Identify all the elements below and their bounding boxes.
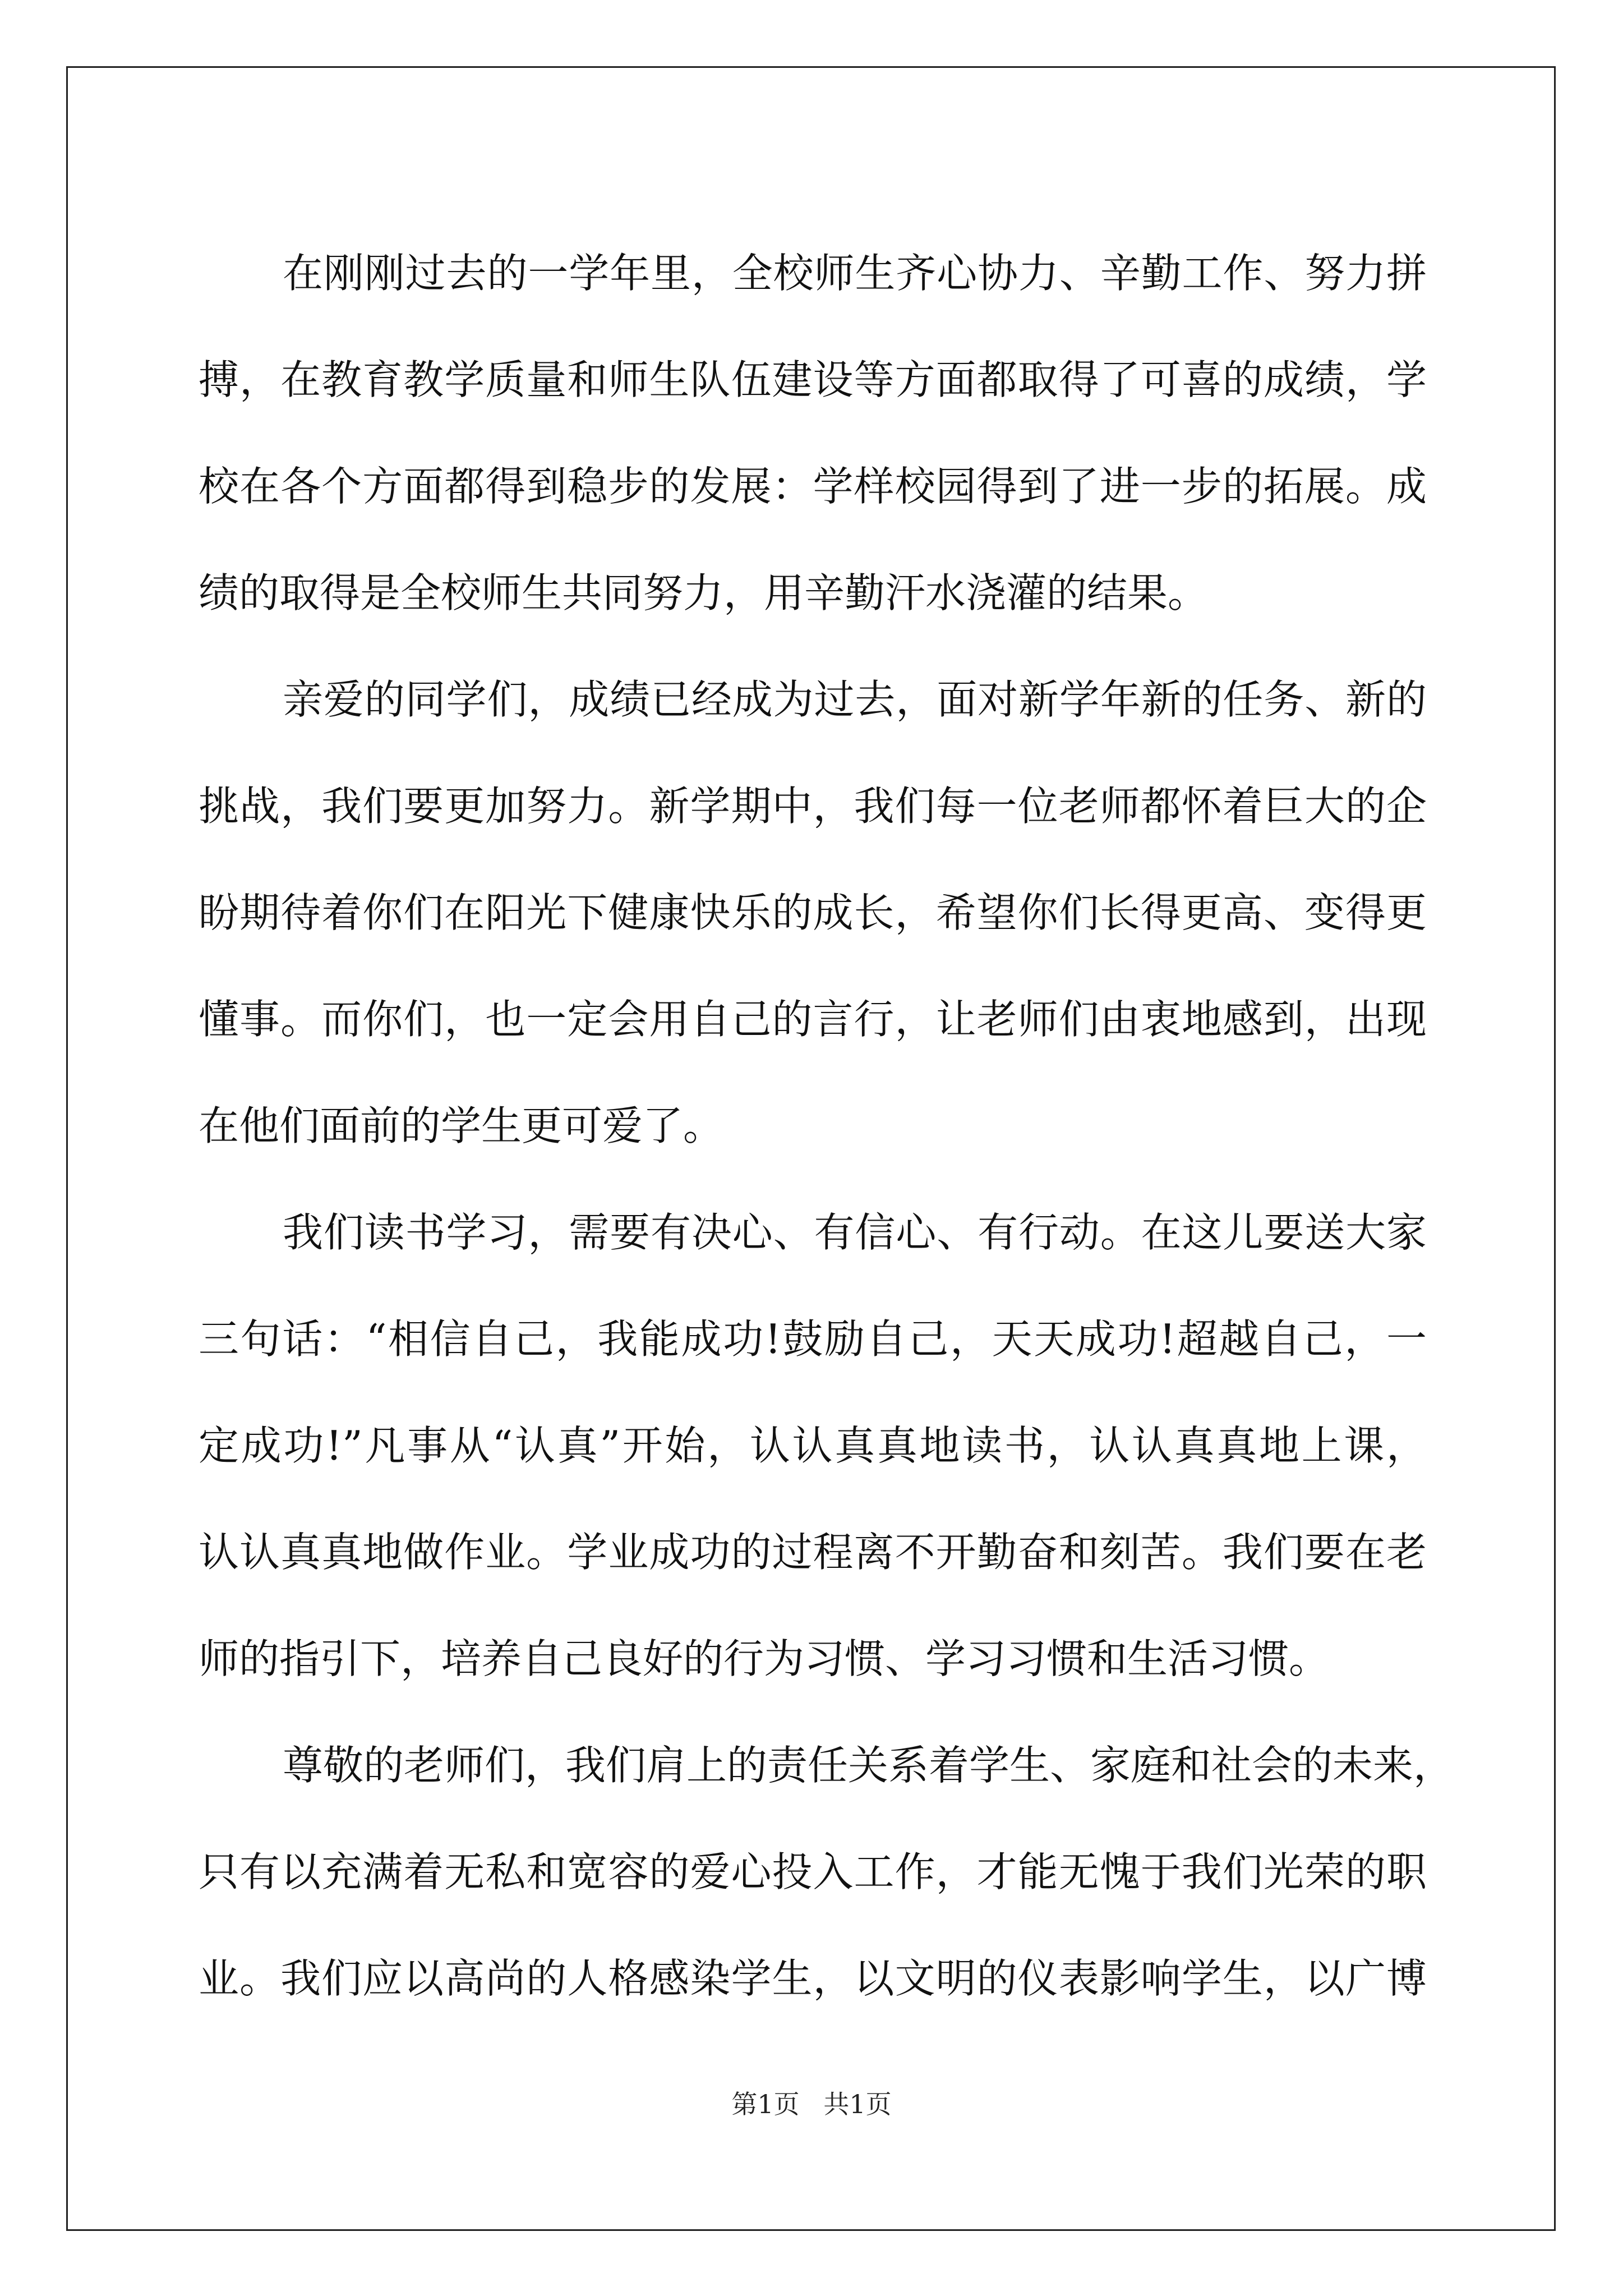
paragraph-1-line-1: 在刚刚过去的一学年里，全校师生齐心协力、辛勤工作、努力拼 [283,250,1427,297]
paragraph-3-line-5: 师的指引下，培养自己良好的行为习惯、学习习惯和生活习惯。 [199,1635,1330,1682]
paragraph-1-line-4: 绩的取得是全校师生共同努力，用辛勤汗水浇灌的结果。 [199,569,1209,616]
paragraph-3-line-4: 认认真真地做作业。学业成功的过程离不开勤奋和刻苦。我们要在老 [199,1529,1427,1576]
paragraph-1-line-2: 搏，在教育教学质量和师生队伍建设等方面都取得了可喜的成绩，学 [199,356,1427,403]
paragraph-3-line-2: 三句话：“相信自己，我能成功!鼓励自己，天天成功!超越自己，一 [199,1315,1427,1363]
paragraph-2-line-5: 在他们面前的学生更可爱了。 [199,1102,724,1149]
document-body [199,220,1454,2032]
paragraph-4-line-1: 尊敬的老师们，我们肩上的责任关系着学生、家庭和社会的未来， [283,1742,1454,1789]
paragraph-4-line-3: 业。我们应以高尚的人格感染学生，以文明的仪表影响学生，以广博 [199,1955,1427,2002]
page-number-current: 第1页 [731,2089,800,2119]
paragraph-2-line-4: 懂事。而你们，也一定会用自己的言行，让老师们由衷地感到，出现 [199,996,1427,1043]
paragraph-3-line-3: 定成功!”凡事从“认真”开始，认认真真地读书，认认真真地上课， [199,1422,1427,1469]
paragraph-4-line-2: 只有以充满着无私和宽容的爱心投入工作，才能无愧于我们光荣的职 [199,1848,1427,1895]
paragraph-2-line-1: 亲爱的同学们，成绩已经成为过去，面对新学年新的任务、新的 [283,676,1427,723]
page-number-total: 共1页 [823,2089,892,2119]
paragraph-3-line-1: 我们读书学习，需要有决心、有信心、有行动。在这儿要送大家 [283,1209,1427,1256]
paragraph-2-line-2: 挑战，我们要更加努力。新学期中，我们每一位老师都怀着巨大的企 [199,783,1427,830]
page-footer [0,2084,1623,2121]
paragraph-1-line-3: 校在各个方面都得到稳步的发展：学样校园得到了进一步的拓展。成 [199,463,1427,510]
paragraph-2-line-3: 盼期待着你们在阳光下健康快乐的成长，希望你们长得更高、变得更 [199,889,1427,936]
